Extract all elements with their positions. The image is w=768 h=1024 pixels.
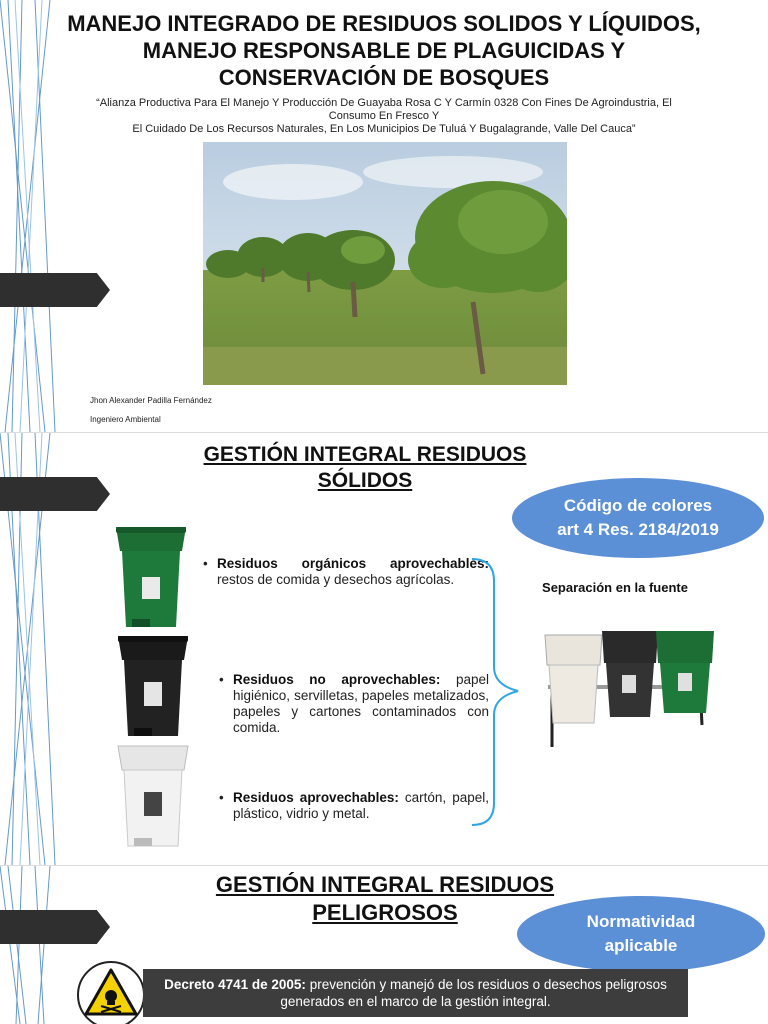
author-role: Ingeniero Ambiental [90, 415, 161, 424]
decree-text-block [143, 976, 688, 1010]
three-bin-station-icon [540, 625, 720, 750]
arrow-marker [0, 910, 110, 944]
title-line: SÓLIDOS [317, 469, 413, 492]
decree-box [143, 969, 688, 1017]
oval-line: aplicable [604, 936, 678, 955]
title-slide [0, 0, 768, 432]
slide-subtitle [80, 97, 688, 136]
item-text: papel higiénico, servilletas, papeles metalizados, papeles y cartones contaminados con comida. [233, 672, 489, 735]
subtitle-line: “Alianza Productiva Para El Manejo Y Producción De Guayaba Rosa C Y Carmín 0328 Con Fines De Agroindustria, El Consumo En Fresco Y [96, 97, 672, 122]
title-line: GESTIÓN INTEGRAL RESIDUOS [203, 443, 527, 466]
orchard-photo [203, 142, 567, 385]
item-text: restos de comida y desechos agrícolas. [217, 572, 455, 587]
oval-line: Código de colores [563, 496, 713, 515]
section-title-solid [180, 442, 550, 494]
oval-line: art 4 Res. 2184/2019 [557, 520, 719, 539]
item-text: cartón, papel, plástico, vidrio y metal. [233, 790, 489, 821]
green-bin-icon [112, 523, 190, 633]
slide-title: MANEJO INTEGRADO DE RESIDUOS SOLIDOS Y LÍQUIDOS, MANEJO RESPONSABLE DE PLAGUICIDAS Y CONSERVACIÓN DE BOSQUES [67, 11, 701, 90]
item-heading: Residuos orgánicos aprovechables: [217, 556, 489, 571]
bullet-organic [203, 556, 489, 588]
arrow-marker [0, 273, 110, 307]
orchard-image [203, 142, 567, 385]
oval-line: Normatividad [586, 912, 696, 931]
curly-brace [468, 557, 528, 827]
decree-heading: Decreto 4741 de 2005: [164, 977, 306, 992]
bullet-recyclable [219, 790, 489, 822]
title-line: GESTIÓN INTEGRAL RESIDUOS [215, 872, 555, 897]
item-heading: Residuos no aprovechables: [233, 672, 441, 687]
item-heading: Residuos aprovechables: [233, 790, 399, 805]
bullet-glyph: • [203, 556, 208, 571]
regulation-oval [517, 896, 765, 972]
decorative-lines [0, 0, 60, 432]
separation-label: Separación en la fuente [542, 580, 688, 595]
hazard-skull-icon [74, 958, 148, 1024]
white-bin-icon [114, 742, 192, 852]
bullet-glyph: • [219, 672, 224, 687]
decorative-lines [0, 866, 60, 1024]
author-name: Jhon Alexander Padilla Fernández [90, 396, 212, 405]
decree-text: prevención y manejó de los residuos o desechos peligrosos generados en el marco de la gestión integral. [280, 977, 667, 1009]
color-code-oval [512, 478, 764, 558]
subtitle-line: El Cuidado De Los Recursos Naturales, En Los Municipios De Tuluá Y Bugalagrande, Valle Del Cauca” [132, 123, 636, 135]
black-bin-icon [114, 632, 192, 742]
arrow-marker [0, 477, 110, 511]
bullet-glyph: • [219, 790, 224, 805]
title-line: PELIGROSOS [312, 900, 458, 925]
bullet-non-recyclable [219, 672, 489, 736]
